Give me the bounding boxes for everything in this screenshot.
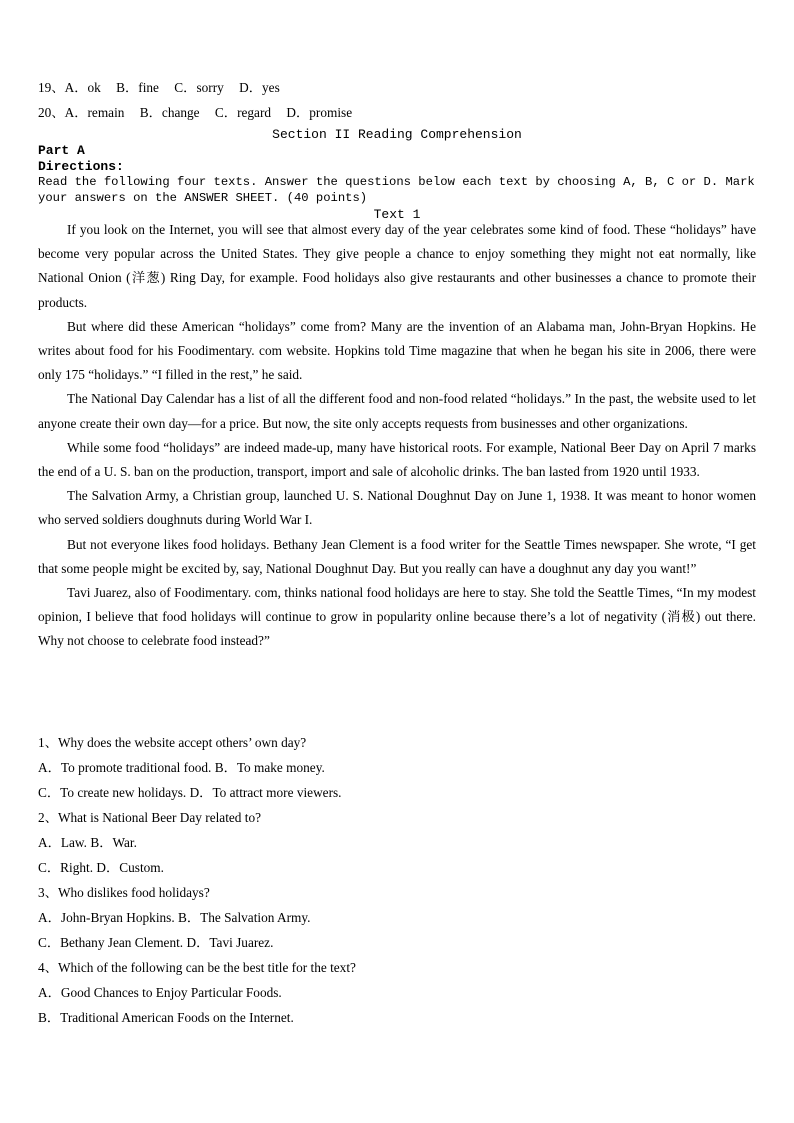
part-label: Part A (38, 143, 85, 158)
question-number: 20、 (38, 105, 65, 120)
question-4-option-a: A．Good Chances to Enjoy Particular Foods. (38, 985, 282, 1000)
question-1-options-cd (38, 782, 342, 801)
option-d: D．Custom. (96, 860, 164, 875)
directions-label: Directions: (38, 159, 124, 174)
option-d: D．To attract more viewers. (189, 785, 342, 800)
option-a: A．John-Bryan Hopkins. (38, 910, 175, 925)
question-3-options-cd (38, 932, 273, 951)
question-4-option-b: B．Traditional American Foods on the Internet. (38, 1010, 294, 1025)
text-title: Text 1 (373, 207, 421, 222)
option-b: B．War. (90, 835, 137, 850)
option-b: B．fine (116, 80, 159, 95)
option-d: D．yes (239, 80, 280, 95)
question-19 (38, 77, 280, 96)
option-c: C．regard (214, 105, 272, 120)
question-1-stem: 1、Why does the website accept others’ own day? (38, 735, 307, 750)
option-a: A．remain (64, 105, 125, 120)
option-b: B．To make money. (214, 760, 325, 775)
paragraph-1: If you look on the Internet, you will see that almost every day of the year celebrates some kind of food. These “holidays” have become very popular across the United States. They give people a chance to enjoy something they might not eat normally, like National Onion (洋葱) Ring Day, for example. Food holidays also give restaurants and other businesses a chance to promote their products. (38, 222, 756, 310)
directions-line-2: your answers on the ANSWER SHEET. (40 points) (38, 191, 368, 205)
paragraph-2: But where did these American “holidays” come from? Many are the invention of an Alabama man, John-Bryan Hopkins. He writes about food for his Foodimentary. com website. Hopkins told Time magazine that when he began his site in 2006, there were only 175 “holidays.” “I filled in the rest,” he said. (38, 318, 756, 383)
option-a: A．ok (64, 80, 101, 95)
paragraph-4: While some food “holidays” are indeed made-up, many have historical roots. For example, National Beer Day on April 7 marks the end of a U. S. ban on the production, transport, import and sale of alcoholic drinks. The ban lasted from 1920 until 1933. (38, 439, 756, 480)
option-c: C．To create new holidays. (38, 785, 187, 800)
option-b: B．change (139, 105, 200, 120)
option-a: A．To promote traditional food. (38, 760, 212, 775)
paragraph-6: But not everyone likes food holidays. Bethany Jean Clement is a food writer for the Seattle Times newspaper. She wrote, “I get that some people might be excited by, say, National Doughnut Day. But you really can have a doughnut any day you want!” (38, 536, 756, 576)
option-c: C．sorry (174, 80, 224, 95)
option-d: D．promise (286, 105, 353, 120)
option-d: D．Tavi Juarez. (186, 935, 274, 950)
option-c: C．Right. (38, 860, 94, 875)
question-3-stem: 3、Who dislikes food holidays? (38, 885, 210, 900)
question-4-stem: 4、Which of the following can be the best title for the text? (38, 960, 356, 975)
question-1-options-ab (38, 757, 325, 776)
option-c: C．Bethany Jean Clement. (38, 935, 184, 950)
question-number: 19、 (38, 80, 65, 95)
reading-passage (38, 218, 756, 654)
question-2-options-ab (38, 832, 137, 851)
option-b: B．The Salvation Army. (178, 910, 311, 925)
option-a: A．Law. (38, 835, 87, 850)
paragraph-5: The Salvation Army, a Christian group, launched U. S. National Doughnut Day on June 1, 1938. It was meant to honor women who served soldiers doughnuts during World War I. (38, 488, 756, 528)
question-2-options-cd (38, 857, 164, 876)
directions-line-1: Read the following four texts. Answer the questions below each text by choosing A, B, C or D. Mark (38, 175, 755, 189)
section-title: Section II Reading Comprehension (272, 127, 522, 142)
paragraph-7: Tavi Juarez, also of Foodimentary. com, thinks national food holidays are here to stay. She told the Seattle Times, “In my modest opinion, I believe that food holidays will continue to grow in popularity online because there’s a lot of negativity (消极) out there. Why not choose to celebrate food instead?” (38, 585, 756, 649)
question-2-stem: 2、What is National Beer Day related to? (38, 810, 262, 825)
question-3-options-ab (38, 907, 310, 926)
paragraph-3: The National Day Calendar has a list of all the different food and non-food related “holidays.” In the past, the website used to let anyone create their own day—for a price. But now, the site only accepts requests from businesses and other organizations. (38, 391, 756, 431)
question-20 (38, 102, 352, 121)
